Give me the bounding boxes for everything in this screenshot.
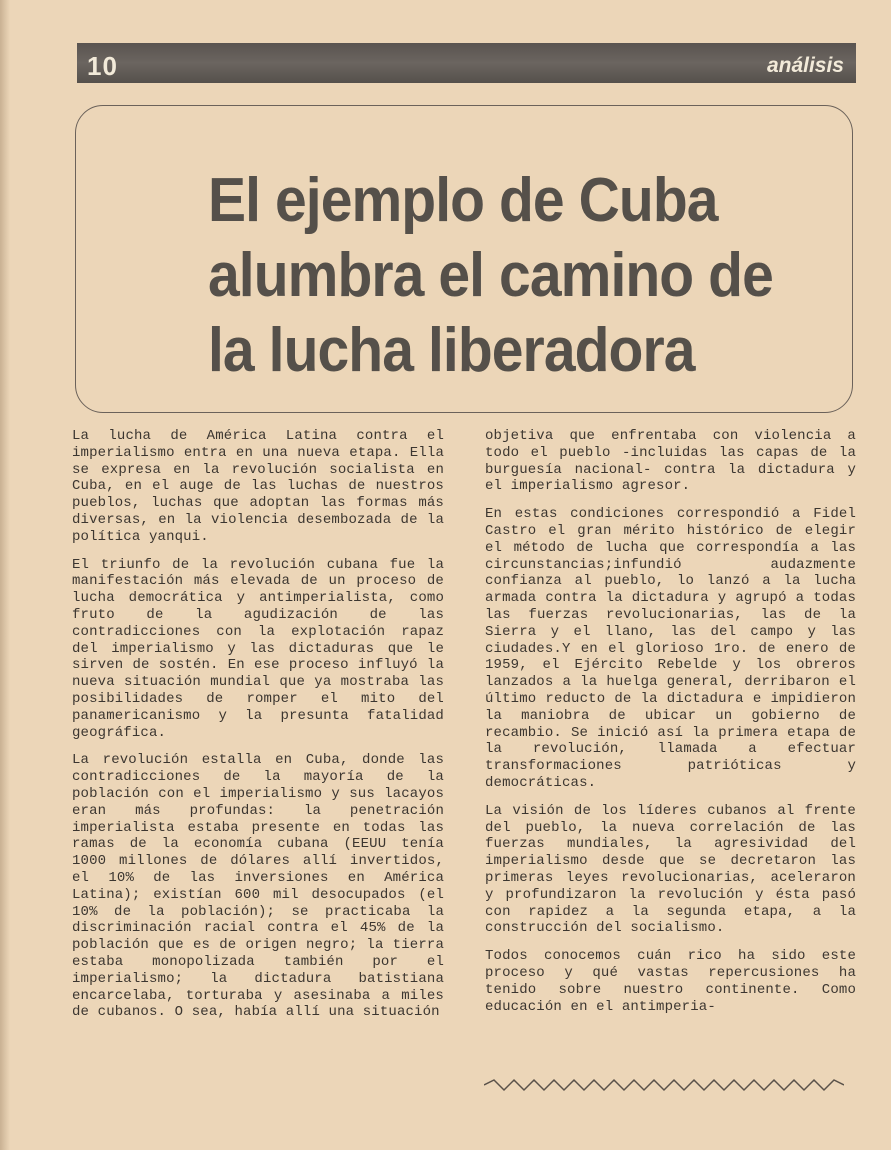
headline-line: la lucha liberadora xyxy=(208,316,695,385)
paragraph: En estas condiciones correspondió a Fidel Castro el gran mérito histórico de elegir el método de lucha que correspondía a las circunstancias;infundió audazmente confianza al pueblo, lo lanzó a la lucha armada contra la dictadura y agrupó a todas las fuerzas revolucionarias, las de la Sierra y el llano, las del campo y las ciudades.Y en el glorioso 1ro. de enero de 1959, el Ejército Rebelde y los obreros lanzados a la huelga general, derribaron el último reducto de la dictadura e impidieron la maniobra de ubicar un gobierno de recambio. Se inició así la primera etapa de la revolución, llamada a efectuar transformaciones patrióticas y democráticas. xyxy=(485,506,856,791)
decorative-footer-rule xyxy=(484,1078,844,1092)
paragraph: La lucha de América Latina contra el imperialismo entra en una nueva etapa. Ella se expresa en la revolución socialista en Cuba, en el auge de las luchas de nuestros pueblos, luchas que adoptan las formas más diversas, en la violencia desembozada de la política yanqui. xyxy=(72,428,444,545)
headline-line: alumbra el camino de xyxy=(208,241,773,310)
right-column xyxy=(485,428,856,1026)
paragraph: La revolución estalla en Cuba, donde las contradicciones de la mayoría de la población con el imperialismo y sus lacayos eran más profundas: la penetración imperialista estaba presente en todas las ramas de la economía cubana (EEUU tenía 1000 millones de dólares allí invertidos, el 10% de las inversiones en América Latina); existían 600 mil desocupados (el 10% de la población); se practicaba la discriminación racial contra el 45% de la población que es de origen negro; la tierra estaba monopolizada también por el imperialismo; la dictadura batistiana encarcelaba, torturaba y asesinaba a miles de cubanos. O sea, había allí una situación xyxy=(72,752,444,1021)
left-column xyxy=(72,428,444,1032)
page-edge xyxy=(0,0,10,1150)
page-number: 10 xyxy=(87,51,118,81)
paragraph: El triunfo de la revolución cubana fue la manifestación más elevada de un proceso de lucha democrática y antimperialista, como fruto de la agudización de las contradicciones con la explotación rapaz del imperialismo y las dictaduras que le sirven de sostén. En ese proceso influyó la nueva situación mundial que ya mostraba las posibilidades de romper el mito del panamericanismo y la presunta fatalidad geográfica. xyxy=(72,556,444,741)
paragraph: Todos conocemos cuán rico ha sido este proceso y qué vastas repercusiones ha tenido sobre nuestro continente. Como educación en el antimperia- xyxy=(485,948,856,1015)
page-header-bar xyxy=(77,43,856,83)
section-name: análisis xyxy=(766,54,844,77)
article-headline xyxy=(208,163,778,388)
paragraph: La visión de los líderes cubanos al frente del pueblo, la nueva correlación de las fuerzas mundiales, la agresividad del imperialismo desde que se decretaron las primeras leyes revolucionarias, aceleraron y profundizaron la revolución y ésta pasó con rapidez a la segunda etapa, a la construcción del socialismo. xyxy=(485,802,856,937)
paragraph: objetiva que enfrentaba con violencia a todo el pueblo -incluidas las capas de la burguesía nacional- contra la dictadura y el imperialismo agresor. xyxy=(485,428,856,495)
headline-line: El ejemplo de Cuba xyxy=(208,166,718,235)
